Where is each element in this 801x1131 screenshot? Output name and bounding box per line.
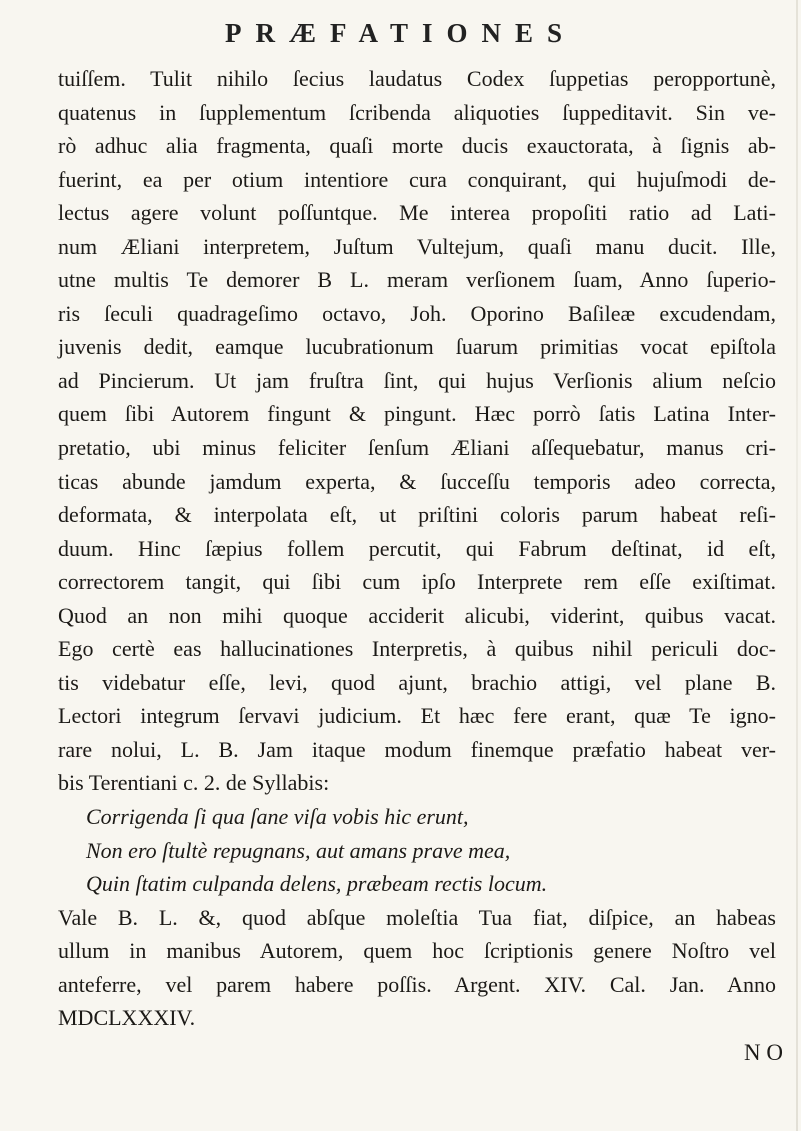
body-line: ticas abunde jamdum experta, & ſucceſſu temporis adeo correcta, [58, 468, 776, 494]
body-line: rare nolui, L. B. Jam itaque modum finemque præfatio habeat ver- [58, 736, 776, 762]
closing-line: ullum in manibus Autorem, quem hoc ſcriptionis genere Noſtro vel [58, 938, 776, 964]
verse-line: Quin ſtatim culpanda delens, præbeam rectis locum. [86, 871, 548, 897]
main-text-block [58, 62, 776, 1035]
body-line: Lectori integrum ſervavi judicium. Et hæc fere erant, quæ Te igno- [58, 703, 776, 729]
body-line: correctorem tangit, qui ſibi cum ipſo Interprete rem eſſe exiſtimat. [58, 569, 776, 595]
body-line: ris ſeculi quadrageſimo octavo, Joh. Oporino Baſileæ excudendam, [58, 300, 776, 326]
running-title: PRÆFATIONES [224, 18, 576, 48]
body-line: juvenis dedit, eamque lucubrationum ſuarum primitias vocat epiſtola [58, 334, 776, 360]
body-line: fuerint, ea per otium intentiore cura conquirant, qui hujuſmodi de- [58, 166, 776, 192]
body-line: tuiſſem. Tulit nihilo ſecius laudatus Codex ſuppetias peropportunè, [58, 66, 776, 91]
body-line: tis videbatur eſſe, levi, quod ajunt, brachio attigi, vel plane B. [58, 669, 776, 695]
date-line: MDCLXXXIV. [58, 1005, 196, 1031]
body-line: ad Pincierum. Ut jam fruſtra ſint, qui hujus Verſionis alium neſcio [58, 367, 776, 393]
catchword: N O [744, 1040, 783, 1065]
body-line: lectus agere volunt poſſuntque. Me interea propoſiti ratio ad Lati- [58, 200, 776, 226]
body-line: utne multis Te demorer B L. meram verſionem ſuam, Anno ſuperio- [58, 267, 776, 293]
closing-line: Vale B. L. &, quod abſque moleſtia Tua fiat, diſpice, an habeas [58, 904, 776, 930]
verse-line: Corrigenda ſi qua ſane viſa vobis hic erunt, [86, 804, 469, 830]
body-line: duum. Hinc ſæpius follem percutit, qui Fabrum deſtinat, id eſt, [58, 535, 776, 561]
body-line: Quod an non mihi quoque acciderit alicubi, viderint, quibus vacat. [58, 602, 776, 628]
body-line: deformata, & interpolata eſt, ut priſtini coloris parum habeat reſi- [58, 502, 776, 528]
page-edge-shadow [796, 0, 798, 1131]
body-line: Ego certè eas hallucinationes Interpretis, à quibus nihil periculi doc- [58, 636, 776, 662]
body-line: num Æliani interpretem, Juſtum Vultejum, quaſi manu ducit. Ille, [58, 233, 776, 259]
body-line: quatenus in ſupplementum ſcribenda aliquoties ſuppeditavit. Sin ve- [58, 99, 776, 125]
body-line: rò adhuc alia fragmenta, quaſi morte ducis exauctorata, à ſignis ab- [58, 133, 776, 159]
verse-line: Non ero ſtultè repugnans, aut amans prave mea, [86, 837, 511, 863]
body-line: bis Terentiani c. 2. de Syllabis: [58, 770, 330, 796]
body-line: quem ſibi Autorem fingunt & pingunt. Hæc porrò ſatis Latina Inter- [58, 401, 776, 427]
body-line: pretatio, ubi minus feliciter ſenſum Æliani aſſequebatur, manus cri- [58, 435, 776, 461]
closing-line: anteferre, vel parem habere poſſis. Argent. XIV. Cal. Jan. Anno [58, 971, 776, 997]
